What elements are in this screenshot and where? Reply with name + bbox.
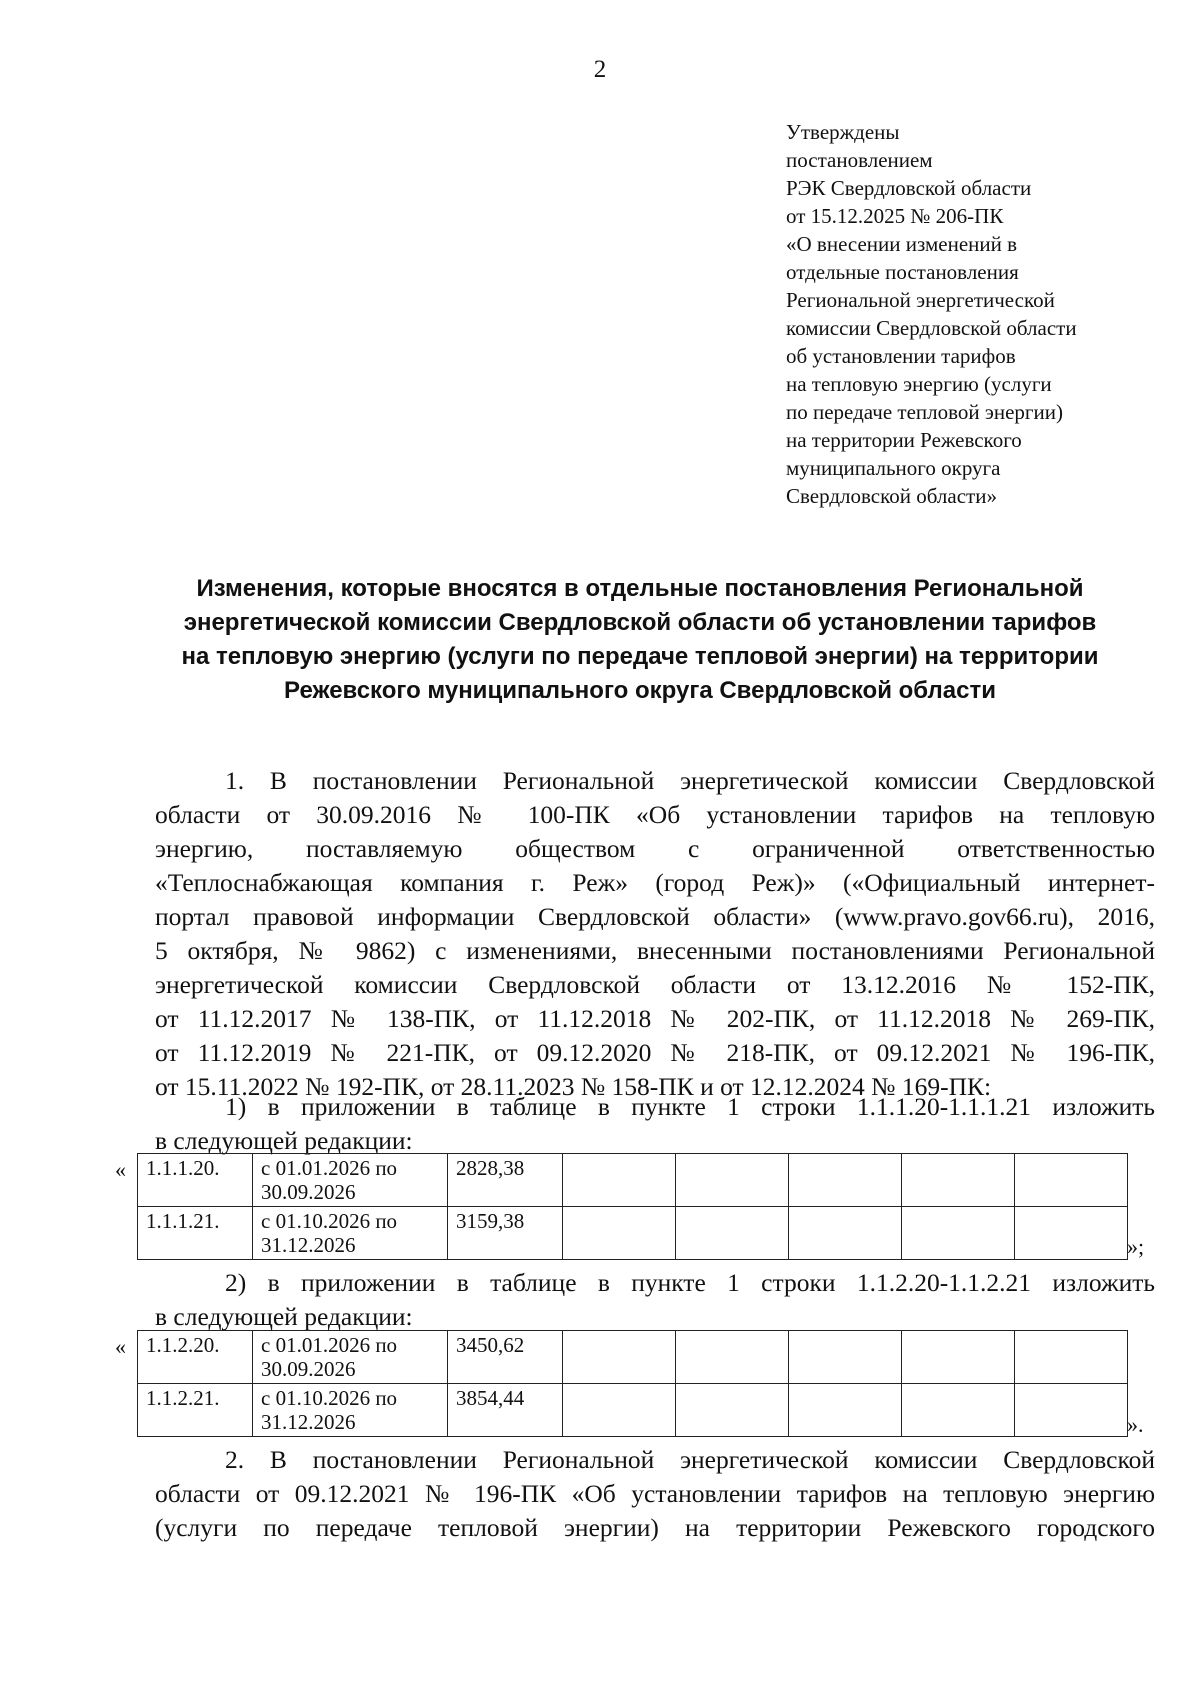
table-1-close-quote: »;	[1127, 1234, 1145, 1259]
approval-line: Свердловской области»	[786, 484, 997, 508]
section-2-paragraph	[155, 1443, 1155, 1545]
section-1-line: области от 30.09.2016 № 100-ПК «Об установлении тарифов на тепловую	[155, 800, 1155, 829]
approval-line: на тепловую энергию (услуги	[786, 372, 1052, 396]
period-end: 31.12.2026	[261, 1233, 356, 1257]
empty-cell	[1015, 1384, 1128, 1437]
table-row	[138, 1331, 1128, 1384]
empty-cell	[902, 1154, 1015, 1207]
section-2-line: (услуги по передаче тепловой энергии) на территории Режевского городского	[155, 1513, 1155, 1542]
period-cell	[253, 1384, 448, 1437]
approval-line: Утверждены	[786, 120, 900, 144]
tariff-value: 3450,62	[448, 1331, 563, 1384]
item-2-paragraph	[155, 1266, 1155, 1334]
row-number: 1.1.1.20.	[138, 1154, 253, 1207]
approval-line: РЭК Свердловской области	[786, 176, 1032, 200]
section-1-line: от 15.11.2022 № 192-ПК, от 28.11.2023 № 158-ПК и от 12.12.2024 № 169-ПК:	[155, 1072, 992, 1101]
empty-cell	[789, 1154, 902, 1207]
approval-line: на территории Режевского	[786, 428, 1022, 452]
page-number: 2	[593, 56, 607, 83]
table-row	[138, 1154, 1128, 1207]
empty-cell	[563, 1331, 676, 1384]
period-cell	[253, 1207, 448, 1260]
period-start: с 01.01.2026 по	[261, 1333, 398, 1357]
row-number: 1.1.1.21.	[138, 1207, 253, 1260]
period-end: 31.12.2026	[261, 1410, 356, 1434]
empty-cell	[789, 1384, 902, 1437]
approval-line: об установлении тарифов	[786, 344, 1016, 368]
approval-line: муниципального округа	[786, 456, 1001, 480]
approval-line: постановлением	[786, 148, 933, 172]
table-row	[138, 1207, 1128, 1260]
section-2-line: 2. В постановлении Региональной энергетической комиссии Свердловской	[225, 1445, 1155, 1474]
item-1-line: 1) в приложении в таблице в пункте 1 строки 1.1.1.20-1.1.1.21 изложить	[225, 1092, 1155, 1121]
period-start: с 01.01.2026 по	[261, 1156, 398, 1180]
section-1-line: «Теплоснабжающая компания г. Реж» (город Реж)» («Официальный интернет-	[155, 868, 1155, 897]
tariff-value: 2828,38	[448, 1154, 563, 1207]
period-cell	[253, 1154, 448, 1207]
section-1-line: портал правовой информации Свердловской области» (www.pravo.gov66.ru), 2016,	[155, 902, 1155, 931]
empty-cell	[1015, 1207, 1128, 1260]
title-line: энергетической комиссии Свердловской области об установлении тарифов	[183, 609, 1097, 636]
table-1-open-quote: «	[115, 1157, 126, 1182]
title-line: Изменения, которые вносятся в отдельные постановления Региональной	[196, 575, 1084, 602]
tariff-value: 3159,38	[448, 1207, 563, 1260]
approval-line: отдельные постановления	[786, 260, 1019, 284]
period-start: с 01.10.2026 по	[261, 1386, 398, 1410]
approval-line: по передаче тепловой энергии)	[786, 400, 1064, 424]
section-1-line: 5 октября, № 9862) с изменениями, внесенными постановлениями Региональной	[155, 936, 1155, 965]
item-2-line: 2) в приложении в таблице в пункте 1 строки 1.1.2.20-1.1.2.21 изложить	[225, 1268, 1155, 1297]
amendment-table-1	[137, 1153, 1128, 1260]
row-number: 1.1.2.20.	[138, 1331, 253, 1384]
tariff-value: 3854,44	[448, 1384, 563, 1437]
approval-line: комиссии Свердловской области	[786, 316, 1077, 340]
section-2-line: области от 09.12.2021 № 196-ПК «Об установлении тарифов на тепловую энергию	[155, 1479, 1155, 1508]
section-1-line: энергетической комиссии Свердловской области от 13.12.2016 № 152-ПК,	[155, 970, 1155, 999]
period-start: с 01.10.2026 по	[261, 1209, 398, 1233]
empty-cell	[563, 1207, 676, 1260]
empty-cell	[563, 1154, 676, 1207]
item-2-line: в следующей редакции:	[155, 1302, 413, 1331]
item-1-paragraph	[155, 1090, 1155, 1158]
section-1-paragraph	[155, 764, 1155, 1104]
document-title	[140, 572, 1140, 708]
empty-cell	[676, 1331, 789, 1384]
empty-cell	[789, 1207, 902, 1260]
empty-cell	[902, 1384, 1015, 1437]
empty-cell	[1015, 1154, 1128, 1207]
title-line: на тепловую энергию (услуги по передаче тепловой энергии) на территории	[181, 643, 1099, 670]
table-2-close-quote: ».	[1127, 1412, 1144, 1437]
row-number: 1.1.2.21.	[138, 1384, 253, 1437]
period-end: 30.09.2026	[261, 1357, 356, 1381]
empty-cell	[563, 1384, 676, 1437]
empty-cell	[789, 1331, 902, 1384]
table-2-open-quote: «	[115, 1334, 126, 1359]
empty-cell	[676, 1384, 789, 1437]
section-1-line: энергию, поставляемую обществом с ограниченной ответственностью	[155, 834, 1155, 863]
empty-cell	[1015, 1331, 1128, 1384]
approval-block	[786, 118, 1186, 510]
approval-line: Региональной энергетической	[786, 288, 1055, 312]
empty-cell	[676, 1154, 789, 1207]
section-1-line: от 11.12.2017 № 138-ПК, от 11.12.2018 № 202-ПК, от 11.12.2018 № 269-ПК,	[155, 1004, 1155, 1033]
section-1-line: от 11.12.2019 № 221-ПК, от 09.12.2020 № 218-ПК, от 09.12.2021 № 196-ПК,	[155, 1038, 1155, 1067]
approval-line: от 15.12.2025 № 206-ПК	[786, 204, 1004, 228]
title-line: Режевского муниципального округа Свердловской области	[284, 677, 996, 704]
empty-cell	[902, 1207, 1015, 1260]
amendment-table-2	[137, 1330, 1128, 1437]
empty-cell	[902, 1331, 1015, 1384]
approval-line: «О внесении изменений в	[786, 232, 1018, 256]
empty-cell	[676, 1207, 789, 1260]
section-1-line: 1. В постановлении Региональной энергетической комиссии Свердловской	[225, 766, 1155, 795]
table-row	[138, 1384, 1128, 1437]
period-end: 30.09.2026	[261, 1180, 356, 1204]
item-1-line: в следующей редакции:	[155, 1126, 413, 1155]
period-cell	[253, 1331, 448, 1384]
